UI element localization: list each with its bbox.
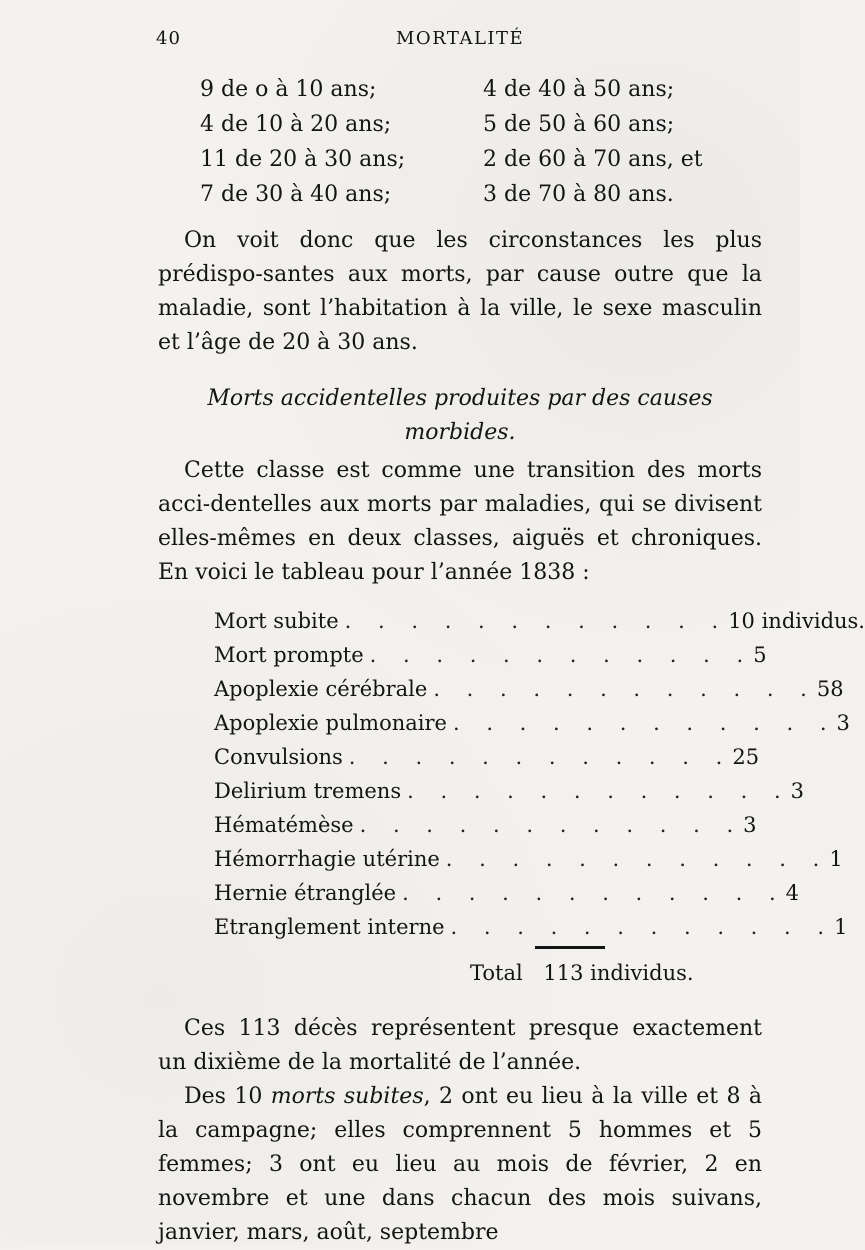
cause-count: 1 bbox=[834, 915, 848, 939]
causes-table bbox=[214, 604, 865, 944]
cause-count: 5 bbox=[753, 643, 767, 667]
italic-term: morts subites bbox=[270, 1084, 424, 1109]
leader-dots: . . . . . . . . . . . . bbox=[452, 711, 837, 735]
age-left-cell: 7 de 30 à 40 ans; bbox=[200, 182, 392, 207]
table-row bbox=[214, 842, 843, 876]
cause-name: Convulsions bbox=[214, 745, 343, 769]
sum-rule bbox=[535, 946, 605, 949]
total-row bbox=[470, 956, 694, 990]
age-right-cell: 3 de 70 à 80 ans. bbox=[483, 182, 674, 207]
age-left-cell: 9 de o à 10 ans; bbox=[200, 77, 377, 102]
age-row bbox=[200, 177, 760, 212]
age-right-cell: 4 de 40 à 50 ans; bbox=[483, 77, 675, 102]
leader-dots: . . . . . . . . . . . . bbox=[433, 677, 817, 701]
cause-name: Mort subite bbox=[214, 609, 339, 633]
cause-name: Hématémèse bbox=[214, 813, 354, 837]
table-row bbox=[214, 672, 844, 706]
cause-count: 3 bbox=[836, 711, 850, 735]
paragraph-start: Des 10 bbox=[184, 1084, 271, 1109]
cause-count: 58 bbox=[816, 677, 844, 701]
paragraph-proportion: Ces 113 décès représentent presque exactement un dixième de la mortalité de l’année. bbox=[158, 1016, 762, 1075]
cause-count: 4 bbox=[785, 881, 800, 905]
leader-dots: . . . . . . . . . . . . bbox=[445, 847, 830, 871]
table-row bbox=[214, 604, 865, 638]
leader-dots: . . . . . . . . . . . . bbox=[348, 745, 733, 769]
total-value: 113 individus. bbox=[543, 961, 694, 985]
cause-name: Hernie étranglée bbox=[214, 881, 397, 905]
cause-count: 25 bbox=[732, 745, 760, 769]
table-row bbox=[214, 910, 848, 944]
table-row bbox=[214, 808, 757, 842]
age-row bbox=[200, 107, 760, 142]
cause-name: Hémorrhagie utérine bbox=[214, 847, 440, 871]
paragraph-conclusion: On voit donc que les circonstances les plus prédispo-santes aux morts, par cause outre que la maladie, sont l’habitation à la ville, le sexe masculin et l’âge de 20 à 30 ans. bbox=[158, 228, 762, 355]
leader-dots: . . . . . . . . . . . . bbox=[344, 609, 729, 633]
cause-name: Delirium tremens bbox=[214, 779, 402, 803]
paragraph-intro-table: Cette classe est comme une transition des morts acci-dentelles aux morts par maladies, qui se divisent elles-mêmes en deux classes, aiguës et chroniques. En voici le tableau pour l’année 1838 : bbox=[158, 458, 762, 585]
paragraph-rest: , 2 ont eu lieu à la ville et 8 à la campagne; elles comprennent 5 hommes et 5 femmes; 3 ont eu lieu au mois de février, 2 en novembre et une dans chacun des mois suivans, janvier, mars, août, septembre bbox=[158, 1084, 762, 1245]
table-row bbox=[214, 638, 767, 672]
age-left-cell: 11 de 20 à 30 ans; bbox=[200, 147, 406, 172]
table-row bbox=[214, 774, 805, 808]
cause-name: Apoplexie cérébrale bbox=[214, 677, 428, 701]
cause-count: 1 bbox=[829, 847, 843, 871]
cause-name: Etranglement interne bbox=[214, 915, 445, 939]
cause-name: Mort prompte bbox=[214, 643, 364, 667]
age-row bbox=[200, 72, 760, 107]
running-title: MORTALITÉ bbox=[396, 28, 525, 49]
page-header bbox=[156, 28, 762, 58]
section-heading: Morts accidentelles produites par des causes morbides. bbox=[207, 386, 713, 445]
cause-name: Apoplexie pulmonaire bbox=[214, 711, 447, 735]
paragraph-sudden-deaths bbox=[158, 1080, 762, 1250]
age-right-cell: 2 de 60 à 70 ans, et bbox=[483, 147, 703, 172]
age-distribution-table bbox=[200, 72, 760, 212]
age-right-cell: 5 de 50 à 60 ans; bbox=[483, 112, 675, 137]
cause-count: 3 bbox=[790, 779, 805, 803]
table-row bbox=[214, 740, 760, 774]
table-row bbox=[214, 706, 850, 740]
cause-count: 3 bbox=[743, 813, 757, 837]
leader-dots: . . . . . . . . . . . . bbox=[450, 915, 835, 939]
age-row bbox=[200, 142, 760, 177]
total-label: Total bbox=[470, 961, 523, 985]
leader-dots: . . . . . . . . . . . . bbox=[359, 813, 744, 837]
leader-dots: . . . . . . . . . . . . bbox=[402, 881, 786, 905]
age-left-cell: 4 de 10 à 20 ans; bbox=[200, 112, 392, 137]
page-number: 40 bbox=[156, 28, 181, 49]
leader-dots: . . . . . . . . . . . . bbox=[369, 643, 754, 667]
cause-count: 10 individus. bbox=[728, 609, 865, 633]
table-row bbox=[214, 876, 800, 910]
leader-dots: . . . . . . . . . . . . bbox=[407, 779, 791, 803]
